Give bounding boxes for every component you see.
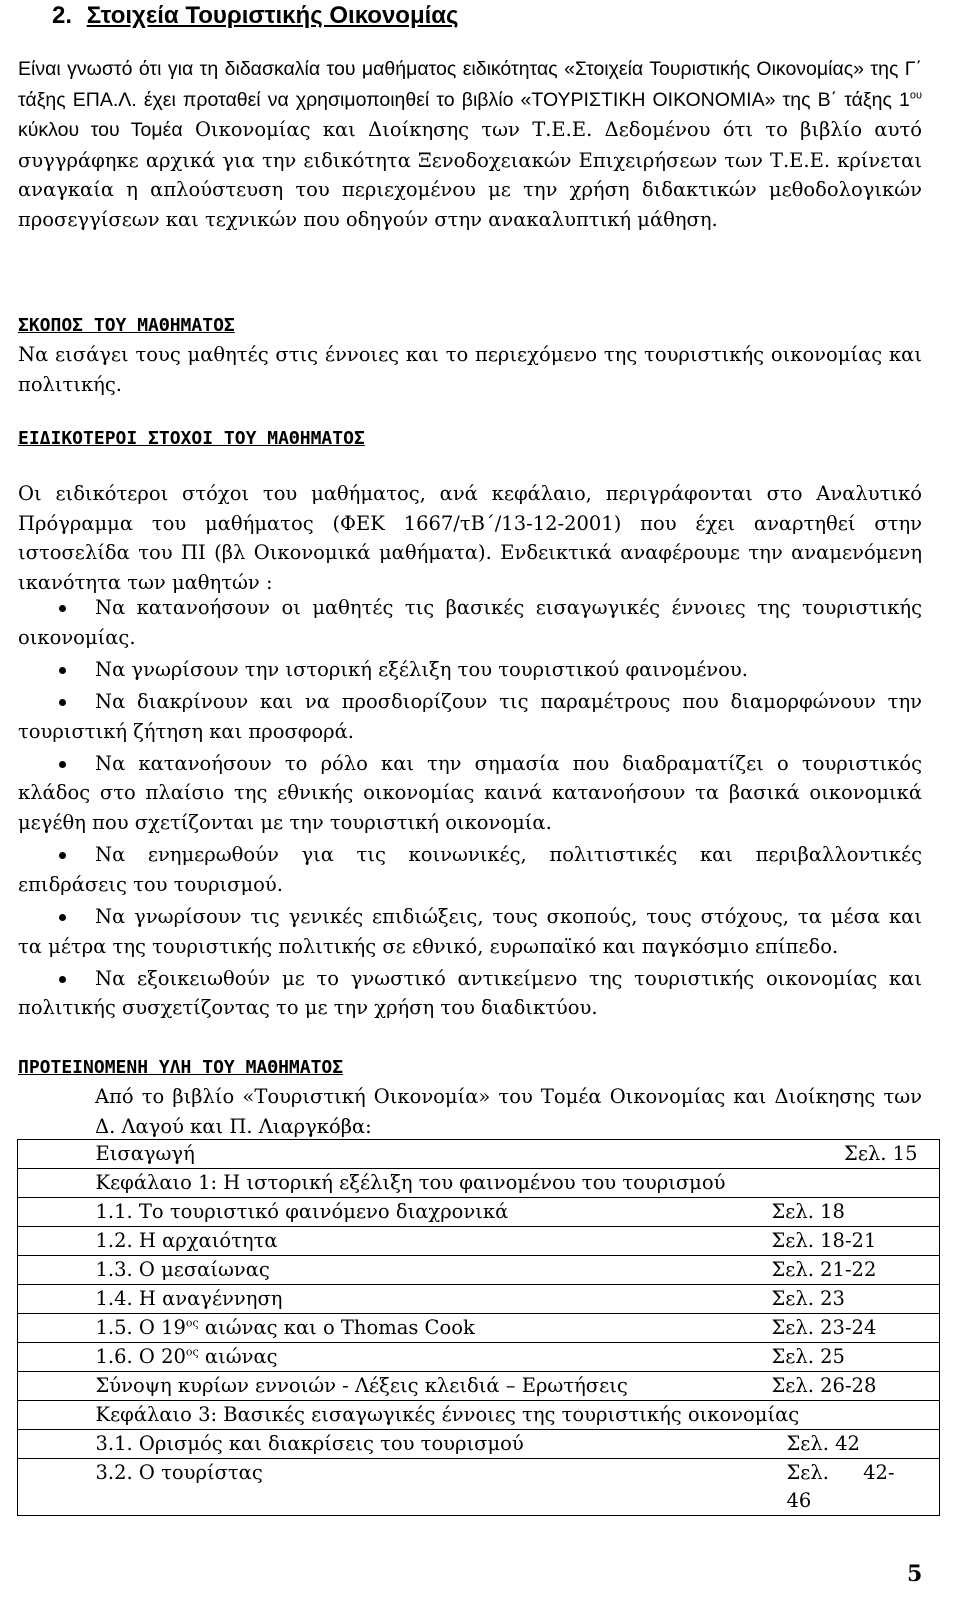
syllabus-section-pages: Σελ. 26-28 — [771, 1374, 877, 1397]
syllabus-section-title-a: 1.6. Ο 20 — [95, 1345, 186, 1368]
syllabus-heading: ΠΡΟΤΕΙΝΟΜΕΝΗ ΥΛΗ ΤΟΥ ΜΑΘΗΜΑΤΟΣ — [18, 1057, 344, 1078]
intro-superscript: ου — [909, 89, 922, 102]
table-row — [18, 1198, 940, 1227]
bullet-icon — [59, 699, 66, 706]
syllabus-section-title — [96, 1314, 772, 1343]
syllabus-section-title: 1.1. Το τουριστικό φαινόμενο διαχρονικά — [95, 1200, 509, 1223]
syllabus-section-pages: Σελ. 21-22 — [771, 1258, 877, 1281]
goal-paragraph: Να εισάγει τους μαθητές στις έννοιες και το περιεχόμενο της τουριστικής οικονομίας και πολιτικής. — [18, 343, 922, 396]
syllabus-section-pages: Σελ. 23-24 — [771, 1316, 877, 1339]
syllabus-section-pages: Σελ. 18-21 — [771, 1229, 877, 1252]
syllabus-intro: Από το βιβλίο «Τουριστική Οικονομία» του Τομέα Οικονομίας και Διοίκησης των Δ. Λαγού και Π. Λιαργκόβα: — [95, 1085, 922, 1138]
list-item — [18, 840, 922, 899]
bullet-icon — [59, 976, 66, 983]
table-row — [18, 1227, 940, 1256]
page-number: 5 — [907, 1561, 923, 1587]
syllabus-chapter-title: Κεφάλαιο 3: Βασικές εισαγωγικές έννοιες της τουριστικής οικονομίας — [95, 1403, 800, 1426]
objective-text: Να διακρίνουν και να προσδιορίζουν τις παραμέτρους που διαμορφώνουν την τουριστική ζήτηση και προσφορά. — [18, 689, 922, 743]
bullet-icon — [59, 852, 66, 859]
objective-text: Να κατανοήσουν το ρόλο και την σημασία που διαδραματίζει ο τουριστικός κλάδος στο πλαίσιο της εθνικής οικονομίας καινά κατανοήσουν τα βασικά οικονομικά μεγέθη που σχετίζονται με την τουριστική οικονομία. — [18, 751, 922, 834]
objective-text: Να ενημερωθούν για τις κοινωνικές, πολιτιστικές και περιβαλλοντικές επιδράσεις του τουρισμού. — [18, 843, 922, 896]
objectives-intro: Οι ειδικότεροι στόχοι του μαθήματος, ανά κεφάλαιο, περιγράφονται στο Αναλυτικό Πρόγραμμα του μαθήματος (ΦΕΚ 1667/τΒ΄/13-12-2001) που έχει αναρτηθεί στην ιστοσελίδα του ΠΙ (βλ Οικονομικά μαθήματα). Ενδεικτικά αναφέρουμε την αναμενόμενη ικανότητα των μαθητών : — [18, 482, 922, 594]
list-item — [18, 749, 922, 838]
objective-text: Να γνωρίσουν τις γενικές επιδιώξεις, τους σκοπούς, τους στόχους, τα μέσα και τα μέτρα της τουριστικής πολιτικής σε εθνικό, ευρωπαϊκό και παγκόσμιο επίπεδο. — [18, 904, 922, 958]
list-item — [18, 655, 922, 685]
table-row — [18, 1401, 940, 1430]
intro-text-part3: Οικονομίας και Διοίκησης των Τ.Ε.Ε. Δεδομένου ότι το βιβλίο αυτό συγγράφηκε αρχικά για την ειδικότητα Ξενοδοχειακών Επιχειρήσεων των Τ.Ε.Ε. κρίνεται αναγκαία η απλούστευση του περιεχομένου με την χρήση διδακτικών μεθοδολογικών προσεγγίσεων και τεχνικών που οδηγούν στην ανακαλυπτική μάθηση. — [18, 118, 922, 231]
syllabus-section-sup: ος — [185, 1345, 199, 1359]
syllabus-section-title-a: 1.5. Ο 19 — [95, 1316, 186, 1339]
syllabus-section-title-b: αιώνας — [198, 1345, 278, 1368]
intro-text-part2: κύκλου του Τομέα — [18, 119, 183, 142]
syllabus-section-title-b: αιώνας και ο Thomas Cook — [198, 1316, 475, 1339]
syllabus-section-sup: ος — [185, 1316, 199, 1330]
syllabus-section-title: 1.2. Η αρχαιότητα — [95, 1229, 278, 1252]
syllabus-chapter-title: Κεφάλαιο 1: Η ιστορική εξέλιξη του φαινομένου του τουρισμού — [95, 1171, 726, 1194]
list-item — [18, 964, 922, 1023]
intro-paragraph — [18, 54, 922, 235]
syllabus-section-title — [96, 1343, 772, 1372]
syllabus-section-pages: Σελ. 42 — [786, 1432, 860, 1455]
objective-text: Να εξοικειωθούν με το γνωστικό αντικείμενο της τουριστικής οικονομίας και πολιτικής συσχετίζοντας το με την χρήση του διαδικτύου. — [18, 966, 922, 1020]
syllabus-section-pages: Σελ. 18 — [771, 1200, 845, 1223]
syllabus-table — [17, 1139, 940, 1516]
bullet-icon — [59, 605, 66, 612]
syllabus-entry-pages: Σελ. 15 — [844, 1142, 918, 1165]
syllabus-entry-title: Εισαγωγή — [95, 1142, 195, 1165]
table-row — [18, 1314, 940, 1343]
syllabus-section-title: 1.3. Ο μεσαίωνας — [95, 1258, 270, 1281]
syllabus-section-title: Σύνοψη κυρίων εννοιών - Λέξεις κλειδιά – Ερωτήσεις — [95, 1374, 628, 1397]
bullet-icon — [59, 667, 66, 674]
syllabus-section-pages: Σελ. 25 — [771, 1345, 845, 1368]
syllabus-section-pages: Σελ. 42-46 — [786, 1461, 895, 1512]
list-item — [18, 687, 922, 746]
objectives-list — [18, 593, 922, 1025]
syllabus-section-title: 3.1. Ορισμός και διακρίσεις του τουρισμού — [95, 1432, 524, 1455]
list-item — [18, 902, 922, 961]
objective-text: Να κατανοήσουν οι μαθητές τις βασικές εισαγωγικές έννοιες της τουριστικής οικονομίας. — [18, 596, 922, 649]
table-row — [18, 1372, 940, 1401]
section-title-text: Στοιχεία Τουριστικής Οικονομίας — [86, 2, 459, 29]
syllabus-section-title: 3.2. Ο τουρίστας — [95, 1461, 263, 1484]
section-number: 2. — [52, 2, 73, 29]
table-row — [18, 1169, 940, 1198]
syllabus-section-pages: Σελ. 23 — [771, 1287, 845, 1310]
table-row — [18, 1430, 940, 1459]
intro-text-part1: Είναι γνωστό ότι για τη διδασκαλία του μαθήματος ειδικότητας «Στοιχεία Τουριστικής Οικονομίας» της Γ΄ τάξης ΕΠΑ.Λ. έχει προταθεί να χρησιμοποιηθεί το βιβλίο «ΤΟΥΡΙΣΤΙΚΗ ΟΙΚΟΝΟΜΙΑ» της Β΄ τάξης 1 — [18, 58, 922, 111]
table-row — [18, 1343, 940, 1372]
objectives-heading: ΕΙΔΙΚΟΤΕΡΟΙ ΣΤΟΧΟΙ ΤΟΥ ΜΑΘΗΜΑΤΟΣ — [18, 428, 365, 449]
table-row — [18, 1256, 940, 1285]
section-title — [52, 0, 459, 32]
table-row — [18, 1459, 940, 1516]
table-row — [18, 1285, 940, 1314]
table-row — [18, 1140, 940, 1169]
goal-heading: ΣΚΟΠΟΣ ΤΟΥ ΜΑΘΗΜΑΤΟΣ — [18, 315, 235, 336]
objective-text: Να γνωρίσουν την ιστορική εξέλιξη του τουριστικού φαινομένου. — [95, 657, 748, 681]
syllabus-section-title: 1.4. Η αναγέννηση — [95, 1287, 283, 1310]
list-item — [18, 593, 922, 652]
bullet-icon — [59, 914, 66, 921]
bullet-icon — [59, 761, 66, 768]
